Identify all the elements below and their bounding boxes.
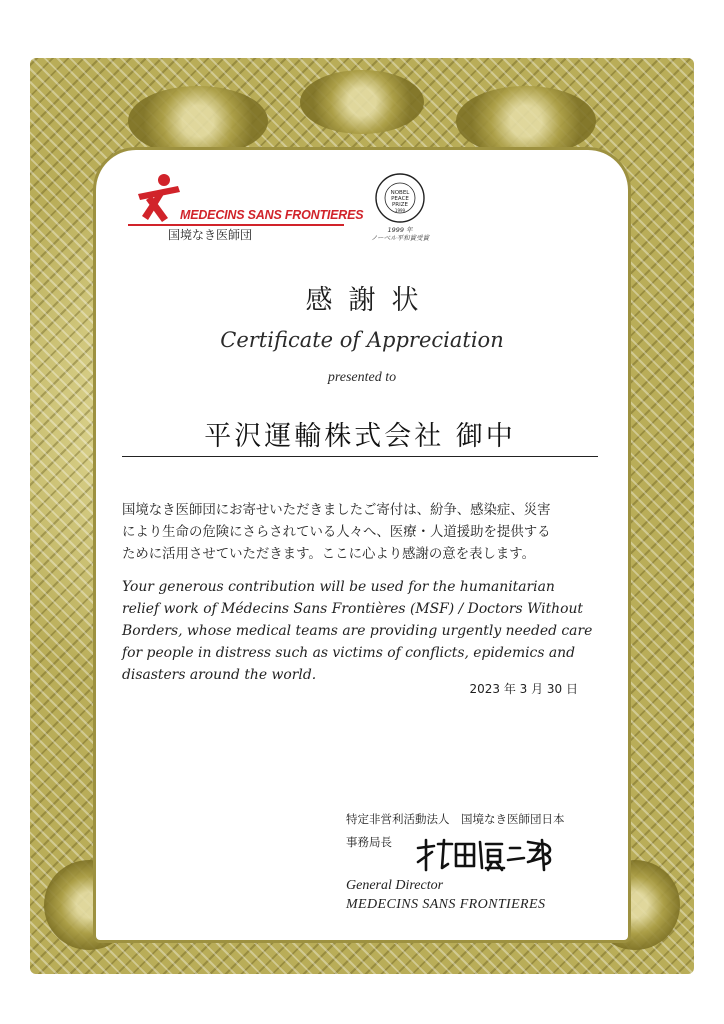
- nobel-caption-year: 1999 年: [387, 226, 413, 234]
- phoenix-ornament-right: [456, 86, 596, 156]
- msf-wordmark: MEDECINS SANS FRONTIERES: [180, 208, 364, 222]
- nobel-prize-seal: [368, 172, 432, 252]
- body-japanese: [122, 500, 600, 566]
- handwritten-signature: [412, 836, 552, 874]
- body-english-line: relief work of Médecins Sans Frontières (MSF) / Doctors Without: [122, 601, 583, 617]
- body-japanese-line: ために活用させていただきます。ここに心より感謝の意を表します。: [122, 547, 535, 562]
- body-english: [122, 576, 600, 686]
- msf-logo: [128, 172, 364, 242]
- title-japanese: 感謝状: [305, 285, 435, 316]
- signatory-title-english: General Director: [346, 878, 444, 893]
- nobel-caption: [368, 226, 432, 242]
- body-english-line: for people in distress such as victims of conflicts, epidemics and: [122, 645, 575, 661]
- issue-date: 2023 年 3 月 30 日: [469, 682, 578, 696]
- presented-to: presented to: [327, 370, 397, 385]
- svg-text:PRIZE: PRIZE: [391, 202, 409, 208]
- nobel-seal-icon: [374, 172, 426, 224]
- body-japanese-line: 国境なき医師団にお寄せいただきましたご寄付は、紛争、感染症、災害: [122, 503, 551, 518]
- nobel-caption-text: ノーベル平和賞受賞: [370, 234, 430, 242]
- title-english: Certificate of Appreciation: [220, 328, 504, 352]
- body-english-line: disasters around the world.: [122, 667, 317, 683]
- svg-text:1999: 1999: [394, 208, 406, 213]
- msf-running-man-icon: [128, 172, 188, 224]
- signatory-organization-japanese: 特定非営利活動法人 国境なき医師団日本: [346, 812, 565, 826]
- recipient-underline: [122, 456, 598, 457]
- cloud-ornament-top: [300, 70, 424, 134]
- body-english-line: Borders, whose medical teams are providing urgently needed care: [122, 623, 593, 639]
- msf-japanese-name: 国境なき医師団: [168, 228, 253, 242]
- body-english-line: Your generous contribution will be used for the humanitarian: [122, 579, 555, 595]
- phoenix-ornament-left: [128, 86, 268, 156]
- body-japanese-line: により生命の危険にさらされている人々へ、医療・人道援助を提供する: [122, 525, 551, 540]
- signatory-position-japanese: 事務局長: [346, 835, 392, 849]
- svg-text:PEACE: PEACE: [391, 196, 409, 202]
- svg-text:NOBEL: NOBEL: [390, 190, 410, 196]
- recipient-name: 平沢運輸株式会社 御中: [204, 421, 516, 452]
- signatory-organization-english: MEDECINS SANS FRONTIERES: [346, 897, 546, 912]
